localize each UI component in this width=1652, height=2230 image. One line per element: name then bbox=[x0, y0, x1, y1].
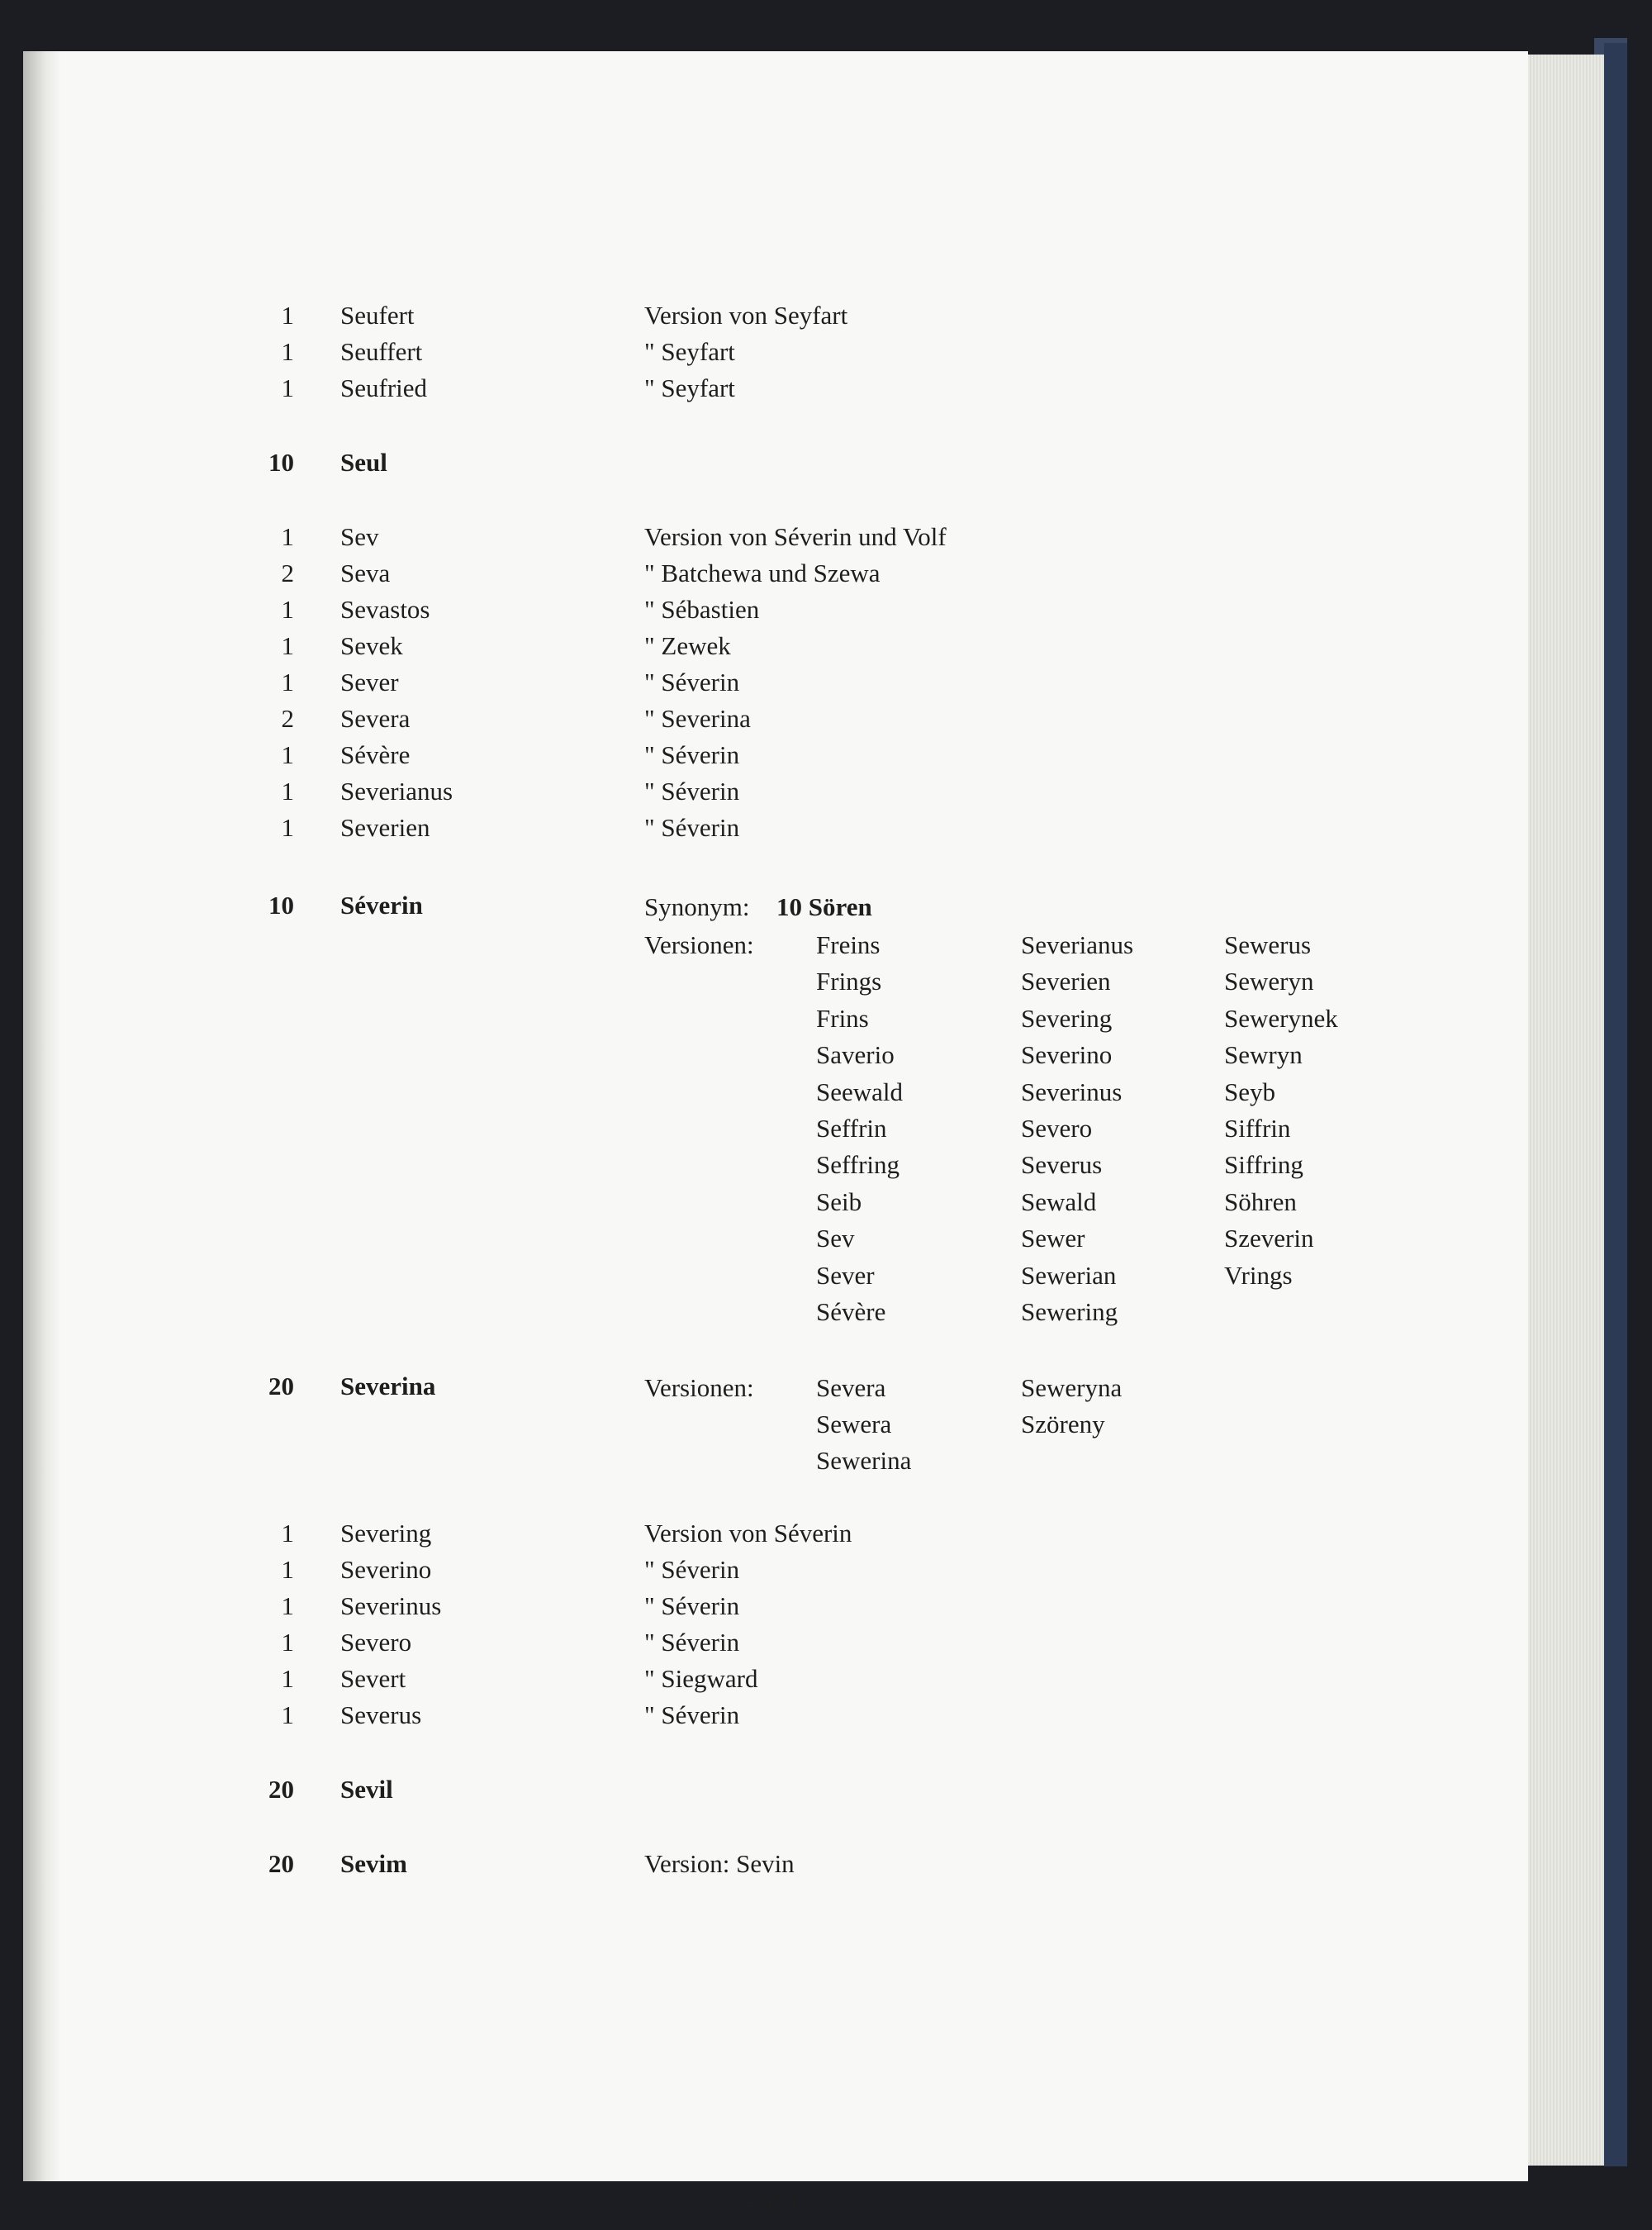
version-name: Severo bbox=[1021, 1114, 1093, 1143]
version-name: Sewald bbox=[1021, 1186, 1097, 1216]
versions-label: Versionen: bbox=[644, 930, 754, 959]
entry-note: Version: Sevin bbox=[644, 1849, 795, 1878]
version-name: Sewerina bbox=[816, 1446, 912, 1475]
entry-name: Severa bbox=[340, 704, 411, 733]
entry-name: Severinus bbox=[340, 1591, 442, 1620]
version-name: Sev bbox=[816, 1224, 855, 1253]
entry-name: Seufert bbox=[340, 301, 415, 330]
version-name: Seweryna bbox=[1021, 1373, 1123, 1402]
entry-note: " Batchewa und Szewa bbox=[644, 559, 881, 587]
versions-label: Versionen: bbox=[644, 1373, 754, 1402]
entry-count: 1 bbox=[281, 1664, 294, 1693]
version-name: Seyb bbox=[1224, 1077, 1275, 1106]
version-name: Seib bbox=[816, 1186, 862, 1216]
version-name: Sewryn bbox=[1224, 1040, 1303, 1070]
version-name: Sever bbox=[816, 1260, 875, 1290]
version-name: Frings bbox=[816, 967, 882, 996]
book-fore-edge bbox=[1528, 55, 1604, 2166]
version-name: Szöreny bbox=[1021, 1410, 1105, 1438]
version-name: Severien bbox=[1021, 967, 1111, 996]
entry-name: Severt bbox=[340, 1664, 406, 1693]
entry-note: Version von Séverin bbox=[644, 1519, 852, 1548]
entry-note: " Seyfart bbox=[644, 337, 735, 366]
entry-name: Séverin bbox=[340, 891, 423, 920]
version-name: Saverio bbox=[816, 1040, 895, 1070]
version-name: Vrings bbox=[1224, 1260, 1293, 1290]
entry-note: " Séverin bbox=[644, 813, 740, 842]
version-name: Seffring bbox=[816, 1150, 900, 1180]
entry-note: " Séverin bbox=[644, 1628, 740, 1657]
entry-count: 1 bbox=[281, 301, 294, 330]
version-name: Severianus bbox=[1021, 930, 1134, 959]
version-name: Sewerynek bbox=[1224, 1003, 1338, 1033]
entry-name: Sever bbox=[340, 668, 399, 697]
entry-name: Sev bbox=[340, 522, 379, 551]
entry-name: Sévère bbox=[340, 740, 411, 769]
entry-note: Version von Séverin und Volf bbox=[644, 522, 947, 551]
entry-count: 1 bbox=[281, 1555, 294, 1584]
entry-name: Severianus bbox=[340, 777, 453, 806]
version-name: Sewer bbox=[1021, 1224, 1085, 1253]
entry-count: 1 bbox=[281, 522, 294, 551]
version-name: Söhren bbox=[1224, 1186, 1297, 1216]
version-name: Siffrin bbox=[1224, 1114, 1291, 1143]
version-name: Frins bbox=[816, 1003, 869, 1033]
entry-count: 1 bbox=[281, 813, 294, 842]
entry-note: " Séverin bbox=[644, 777, 740, 806]
entry-name: Seufried bbox=[340, 373, 428, 402]
entry-count: 10 bbox=[268, 448, 294, 477]
entry-count: 1 bbox=[281, 1628, 294, 1657]
entry-note: " Séverin bbox=[644, 1591, 740, 1620]
entry-name: Seva bbox=[340, 559, 391, 587]
entry-count: 1 bbox=[281, 373, 294, 402]
version-name: Sévère bbox=[816, 1297, 886, 1326]
entry-note: " Severina bbox=[644, 704, 751, 733]
entry-count: 1 bbox=[281, 631, 294, 660]
entry-count: 2 bbox=[281, 704, 294, 733]
entry-note: " Séverin bbox=[644, 1700, 740, 1729]
entry-count: 1 bbox=[281, 1700, 294, 1729]
entry-count: 1 bbox=[281, 595, 294, 624]
version-name: Seffrin bbox=[816, 1114, 887, 1143]
entry-count: 1 bbox=[281, 777, 294, 806]
entry-name: Severien bbox=[340, 813, 430, 842]
entry-note: " Siegward bbox=[644, 1664, 758, 1693]
entry-count: 1 bbox=[281, 1591, 294, 1620]
entry-count: 2 bbox=[281, 559, 294, 587]
version-name: Sewering bbox=[1021, 1297, 1118, 1326]
version-name: Szeverin bbox=[1224, 1224, 1314, 1253]
entry-count: 20 bbox=[268, 1372, 294, 1400]
entry-note: " Séverin bbox=[644, 668, 740, 697]
version-name: Siffring bbox=[1224, 1150, 1303, 1180]
entry-note: " Seyfart bbox=[644, 373, 735, 402]
version-name: Sewera bbox=[816, 1410, 892, 1438]
entry-name: Severing bbox=[340, 1519, 432, 1548]
entry-name: Seul bbox=[340, 448, 387, 477]
entry-name: Sevim bbox=[340, 1849, 407, 1878]
version-name: Severinus bbox=[1021, 1077, 1123, 1106]
entry-name: Severino bbox=[340, 1555, 432, 1584]
version-name: Severa bbox=[816, 1373, 886, 1402]
version-name: Freins bbox=[816, 930, 881, 959]
entry-count: 1 bbox=[281, 1519, 294, 1548]
page-number: - 959 - bbox=[745, 2190, 811, 2218]
entry-name: Seuffert bbox=[340, 337, 423, 366]
entry-count: 20 bbox=[268, 1775, 294, 1804]
book-cover-edge bbox=[1604, 43, 1627, 2166]
entry-note: " Zewek bbox=[644, 631, 731, 660]
entry-count: 1 bbox=[281, 668, 294, 697]
entry-name: Severus bbox=[340, 1700, 422, 1729]
version-name: Severus bbox=[1021, 1150, 1103, 1180]
entry-name: Sevastos bbox=[340, 595, 430, 624]
entry-name: Severina bbox=[340, 1372, 436, 1400]
entry-name: Sevek bbox=[340, 631, 403, 660]
version-name: Severino bbox=[1021, 1040, 1113, 1070]
version-name: Sewerus bbox=[1224, 930, 1312, 959]
version-name: Seweryn bbox=[1224, 967, 1314, 996]
page-gutter-shadow bbox=[23, 51, 61, 2181]
entry-name: Sevil bbox=[340, 1775, 393, 1804]
entry-note: Version von Seyfart bbox=[644, 301, 848, 330]
entry-count: 1 bbox=[281, 740, 294, 769]
entry-name: Severo bbox=[340, 1628, 412, 1657]
version-name: Severing bbox=[1021, 1003, 1113, 1033]
entry-count: 10 bbox=[268, 891, 294, 920]
entry-note: " Séverin bbox=[644, 740, 740, 769]
entry-count: 20 bbox=[268, 1849, 294, 1878]
entry-count: 1 bbox=[281, 337, 294, 366]
entry-note: " Sébastien bbox=[644, 595, 760, 624]
version-name: Seewald bbox=[816, 1077, 904, 1106]
synonym-value: 10 Sören bbox=[776, 892, 872, 921]
synonym-label: Synonym: bbox=[644, 892, 750, 921]
version-name: Sewerian bbox=[1021, 1260, 1117, 1290]
entry-note: " Séverin bbox=[644, 1555, 740, 1584]
